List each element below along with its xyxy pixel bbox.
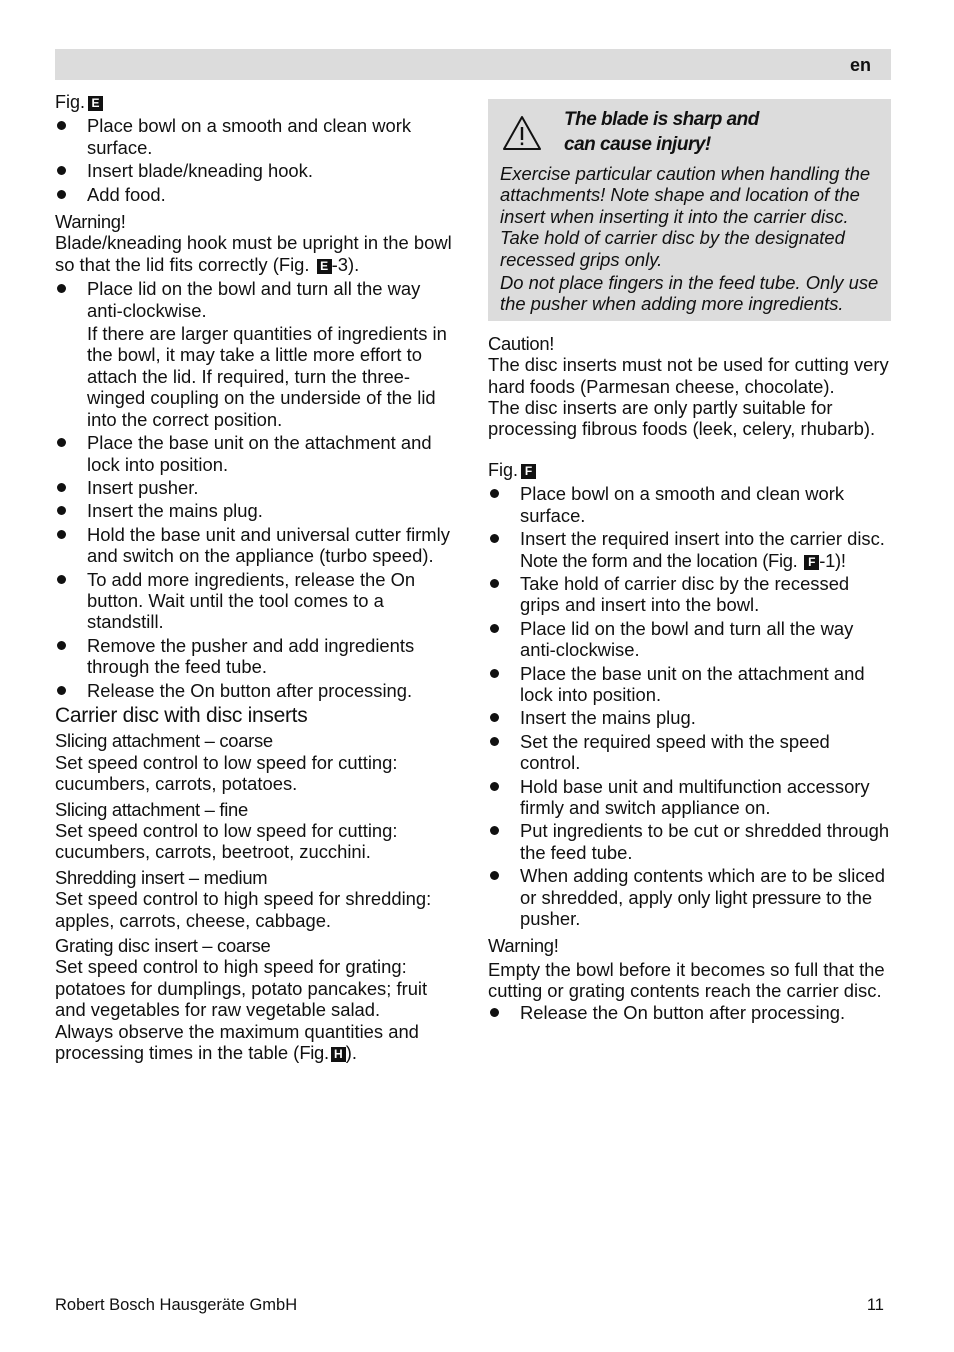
caution-paragraph: The disc inserts must not be used for cutting very hard foods (Parmesan cheese, chocolate).	[488, 354, 889, 397]
list-item	[55, 524, 460, 567]
warning-text-part: Blade/kneading hook must be upright in the bowl so that the lid fits correctly (Fig.	[55, 232, 452, 275]
list-item-text: Hold the base unit and universal cutter firmly and switch on the appliance (turbo speed).	[87, 523, 450, 567]
figure-letter-icon: F	[804, 555, 819, 570]
warning-label: Warning!	[55, 211, 126, 233]
list-item-text: Insert pusher.	[87, 476, 199, 498]
bullet-icon	[490, 737, 499, 746]
right-column	[488, 99, 891, 1025]
bullet-icon	[490, 1008, 499, 1017]
fig-reference	[55, 92, 460, 113]
list-item-emphasis: Note the form and the location (Fig.	[520, 549, 803, 571]
caution-title-line: can cause injury!	[564, 134, 711, 155]
footer-company: Robert Bosch Hausgeräte GmbH	[55, 1296, 298, 1314]
bullet-icon	[490, 782, 499, 791]
steps-list	[488, 1002, 891, 1023]
lid-note: If there are larger quantities of ingredients in the bowl, it may take a little more effort to attach the lid. If required, turn the three-winged coupling on the underside of the lid into the correct position.	[87, 323, 447, 430]
list-item-text: Remove the pusher and add ingredients through the feed tube.	[87, 634, 415, 678]
caution-label: Caution!	[488, 332, 555, 354]
bullet-icon	[57, 575, 66, 584]
bullet-icon	[57, 284, 66, 293]
left-column	[55, 92, 460, 1063]
fig-reference	[488, 460, 891, 481]
list-item-text: Place the base unit on the attachment and lock into position.	[520, 662, 865, 705]
list-item-emphasis: -1)!	[819, 549, 846, 571]
insert-title: Slicing attachment – coarse	[55, 730, 273, 752]
caution-title	[564, 107, 881, 157]
bullet-icon	[57, 641, 66, 650]
spacer	[488, 440, 891, 460]
list-item-text: To add more ingredients, release the On button. Wait until the tool comes to a standstill.	[87, 568, 416, 633]
list-item	[488, 707, 891, 728]
list-item-text: Hold base unit and multifunction accessory firmly and switch appliance on.	[520, 775, 870, 818]
fig-label: Fig.	[55, 92, 86, 112]
list-item-text: Place lid on the bowl and turn all the way anti-clockwise.	[87, 278, 421, 321]
bullet-icon	[57, 506, 66, 515]
list-item-text: Take hold of carrier disc by the recessed grips and insert into the bowl.	[520, 572, 850, 616]
steps-list	[55, 278, 460, 701]
list-item-text: Place lid on the bowl and turn all the way anti-clockwise.	[520, 617, 854, 661]
bullet-icon	[490, 534, 499, 543]
caution-box	[488, 99, 891, 321]
list-item-text: Add food.	[87, 183, 166, 205]
list-item	[55, 477, 460, 498]
list-item	[488, 573, 891, 616]
warning-triangle-icon	[502, 115, 542, 151]
bullet-icon	[490, 669, 499, 678]
insert-title: Slicing attachment – fine	[55, 798, 248, 820]
bullet-icon	[57, 483, 66, 492]
list-item	[488, 865, 891, 929]
list-item-text: Set the required speed with the speed control.	[520, 730, 830, 774]
list-item	[488, 1002, 891, 1023]
fig-label: Fig.	[299, 1042, 329, 1064]
list-item	[55, 635, 460, 678]
list-item-text: When adding contents which are to be sliced or shredded, apply	[520, 865, 885, 908]
list-item	[488, 618, 891, 661]
closing-text-part: Always observe the maximum quantities and processing times in the table (	[55, 1020, 419, 1064]
warning-text-part: -3).	[331, 253, 360, 275]
bullet-icon	[490, 871, 499, 880]
insert-text: Set speed control to high speed for shredding: apples, carrots, cheese, cabbage.	[55, 888, 432, 931]
caution-paragraph: The disc inserts are only partly suitable for processing fibrous foods (leek, celery, rhubarb).	[488, 397, 876, 440]
language-code: en	[849, 55, 871, 75]
insert-title: Grating disc insert – coarse	[55, 935, 271, 957]
page-number: 11	[866, 1296, 884, 1314]
list-item	[55, 432, 460, 475]
list-item	[488, 483, 891, 526]
warning-text: Empty the bowl before it becomes so full that the cutting or grating contents reach the carrier disc.	[488, 958, 885, 1002]
list-item-text: to the pusher.	[520, 886, 873, 929]
caution-title-line: The blade is sharp and	[564, 109, 759, 130]
warning-text	[55, 232, 460, 275]
list-item	[55, 680, 460, 701]
bullet-icon	[490, 624, 499, 633]
list-item	[55, 500, 460, 521]
insert-text: Set speed control to high speed for grating: potatoes for dumplings, potato pancakes; fruit and vegetables for raw vegetable salad.	[55, 956, 428, 1021]
section-title: Carrier disc with disc inserts	[55, 703, 308, 727]
figure-letter-icon: E	[88, 96, 103, 111]
list-item	[55, 160, 460, 181]
list-item-text: Place bowl on a smooth and clean work surface.	[87, 115, 412, 158]
insert-text: Set speed control to low speed for cutting: cucumbers, carrots, beetroot, zucchini.	[55, 820, 398, 863]
bullet-icon	[57, 438, 66, 447]
list-item	[488, 820, 891, 863]
bullet-icon	[490, 489, 499, 498]
list-item-text: Put ingredients to be cut or shredded through the feed tube.	[520, 820, 890, 863]
caution-header	[500, 107, 881, 157]
list-item	[488, 731, 891, 774]
figure-letter-icon: F	[521, 464, 536, 479]
list-item	[488, 663, 891, 706]
list-item-text: Place the base unit on the attachment and lock into position.	[87, 432, 432, 475]
bullet-icon	[490, 579, 499, 588]
warning-label: Warning!	[488, 935, 559, 957]
list-item	[55, 184, 460, 205]
bullet-icon	[57, 190, 66, 199]
figure-letter-icon: H	[331, 1047, 346, 1062]
bullet-icon	[57, 530, 66, 539]
bullet-icon	[490, 713, 499, 722]
list-item-emphasis: only light pressure	[677, 886, 821, 908]
list-item-text: Release the On button after processing.	[87, 679, 413, 701]
steps-list	[55, 115, 460, 205]
list-item	[55, 278, 460, 430]
list-item-text: Insert the required insert into the carrier disc.	[520, 528, 885, 550]
bullet-icon	[57, 121, 66, 130]
figure-letter-icon: E	[317, 259, 332, 274]
list-item-text: Insert the mains plug.	[87, 500, 263, 522]
list-item	[488, 528, 891, 571]
closing-text-part: ).	[345, 1042, 358, 1064]
bullet-icon	[57, 166, 66, 175]
insert-text: Set speed control to low speed for cutting: cucumbers, carrots, potatoes.	[55, 751, 398, 795]
list-item	[55, 115, 460, 158]
list-item-text: Insert the mains plug.	[520, 707, 696, 729]
fig-label: Fig.	[488, 459, 519, 480]
list-item-text: Release the On button after processing.	[520, 1001, 846, 1023]
insert-title: Shredding insert – medium	[55, 866, 268, 888]
caution-text: Exercise particular caution when handling the attachments! Note shape and location of the insert when inserting it into the carrier disc. Take hold of carrier disc by the designated recessed grips only.	[500, 163, 871, 270]
list-item	[488, 776, 891, 819]
closing-text	[55, 1021, 460, 1064]
caution-text: Do not place fingers in the feed tube. Only use the pusher when adding more ingredients.	[500, 272, 879, 315]
list-item-text: Insert blade/kneading hook.	[87, 160, 313, 182]
list-item	[55, 569, 460, 633]
bullet-icon	[490, 826, 499, 835]
bullet-icon	[57, 686, 66, 695]
header-bar	[55, 49, 891, 80]
steps-list	[488, 483, 891, 929]
list-item-text: Place bowl on a smooth and clean work surface.	[520, 483, 845, 526]
